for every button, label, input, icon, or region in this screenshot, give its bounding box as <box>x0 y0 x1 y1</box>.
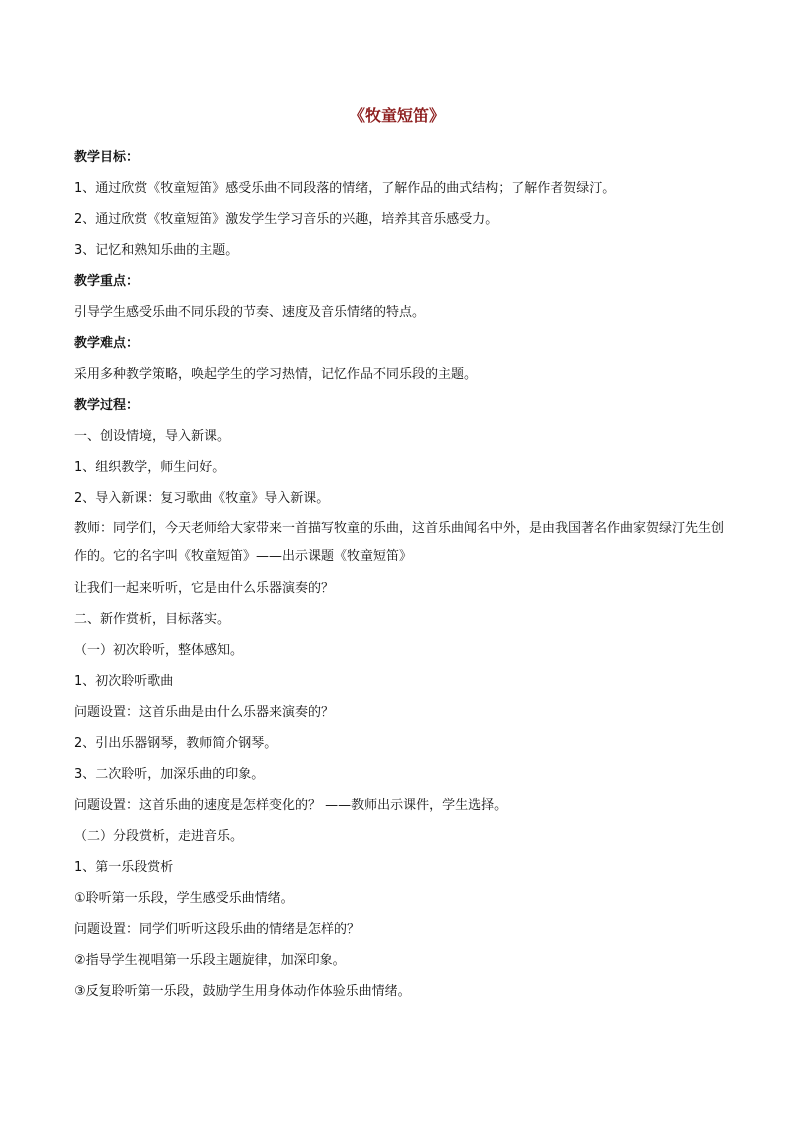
paragraph-line: 教师：同学们，今天老师给大家带来一首描写牧童的乐曲，这首乐曲闻名中外，是由我国著名作曲家贺绿汀先生创作的。它的名字叫《牧童短笛》——出示课题《牧童短笛》 <box>74 521 725 564</box>
paragraph-line: 1、第一乐段赏析 <box>74 860 174 875</box>
paragraph-line: （二）分段赏析，走进音乐。 <box>74 829 244 844</box>
document-body <box>74 142 724 1007</box>
paragraph-line: 2、通过欣赏《牧童短笛》激发学生学习音乐的兴趣，培养其音乐感受力。 <box>74 212 499 227</box>
section-heading: 教学目标： <box>74 150 140 165</box>
section-heading: 教学难点： <box>74 336 140 351</box>
paragraph-line: 问题设置：同学们听听这段乐曲的情绪是怎样的？ <box>74 922 361 937</box>
section-heading: 教学过程： <box>74 398 140 413</box>
paragraph-line: 2、导入新课：复习歌曲《牧童》导入新课。 <box>74 491 330 506</box>
paragraph-line: 1、初次聆听歌曲 <box>74 674 174 689</box>
paragraph-line: 3、记忆和熟知乐曲的主题。 <box>74 243 239 258</box>
paragraph-line: ③反复聆听第一乐段，鼓励学生用身体动作体验乐曲情绪。 <box>74 984 411 999</box>
paragraph-line: 1、组织教学，师生问好。 <box>74 460 226 475</box>
document-title: 《牧童短笛》 <box>348 106 445 125</box>
paragraph-line: 问题设置：这首乐曲是由什么乐器来演奏的？ <box>74 705 335 720</box>
paragraph-line: 二、新作赏析，目标落实。 <box>74 612 231 627</box>
paragraph-line: 2、引出乐器钢琴，教师简介钢琴。 <box>74 736 278 751</box>
paragraph-line: 让我们一起来听听，它是由什么乐器演奏的？ <box>74 581 335 596</box>
paragraph-line: （一）初次聆听，整体感知。 <box>74 643 244 658</box>
paragraph-line: ②指导学生视唱第一乐段主题旋律，加深印象。 <box>74 953 346 968</box>
paragraph-line: 3、二次聆听，加深乐曲的印象。 <box>74 767 265 782</box>
paragraph-line: 引导学生感受乐曲不同乐段的节奏、速度及音乐情绪的特点。 <box>74 305 426 320</box>
paragraph-line: 问题设置：这首乐曲的速度是怎样变化的？ ——教师出示课件，学生选择。 <box>74 798 508 813</box>
paragraph-line: ①聆听第一乐段，学生感受乐曲情绪。 <box>74 891 294 906</box>
paragraph-line: 采用多种教学策略，唤起学生的学习热情，记忆作品不同乐段的主题。 <box>74 367 478 382</box>
section-heading: 教学重点： <box>74 274 140 289</box>
paragraph-line: 一、创设情境，导入新课。 <box>74 429 231 444</box>
paragraph-line: 1、通过欣赏《牧童短笛》感受乐曲不同段落的情绪，了解作品的曲式结构；了解作者贺绿汀。 <box>74 181 616 196</box>
